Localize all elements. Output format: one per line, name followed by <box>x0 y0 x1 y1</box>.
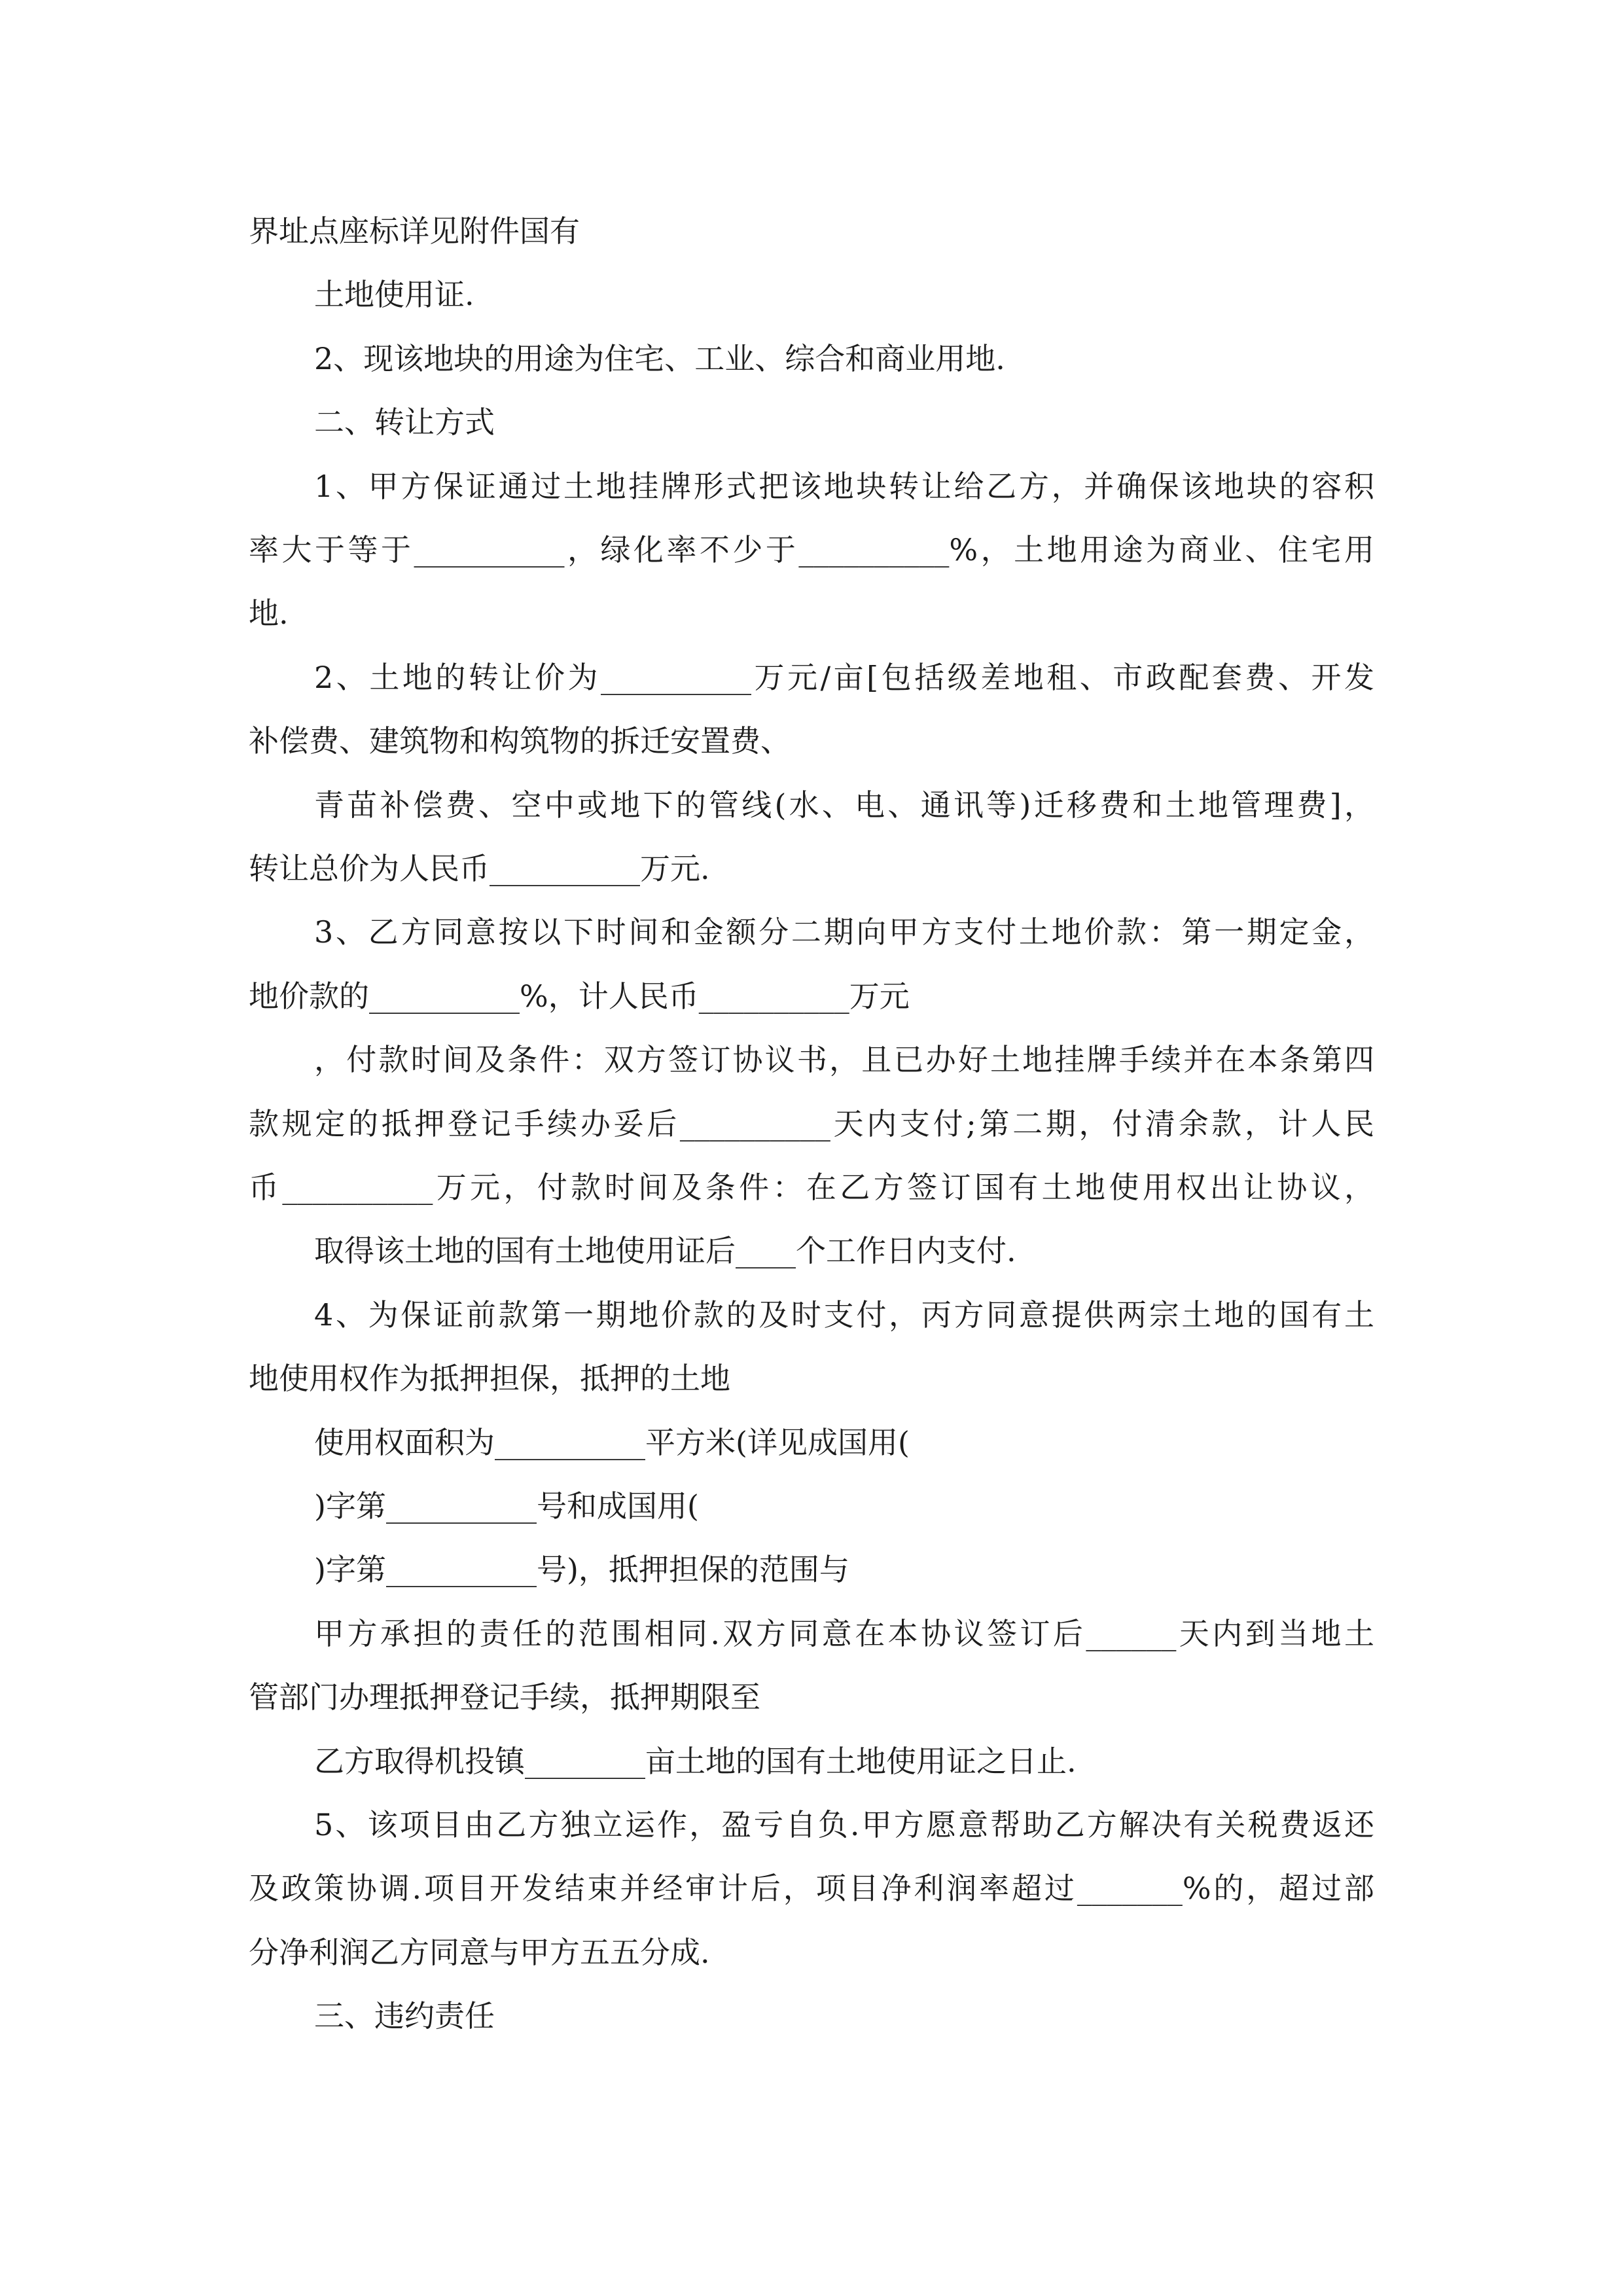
text-line: 补偿费、建筑物和构筑物的拆迁安置费、 <box>249 723 791 759</box>
text-line: 界址点座标详见附件国有 <box>249 213 580 249</box>
text-line: 1、甲方保证通过土地挂牌形式把该地块转让给乙方，并确保该地块的容积 <box>314 469 1374 504</box>
text-line: 乙方取得机投镇________亩土地的国有土地使用证之日止. <box>314 1744 1077 1779</box>
text-line: 款规定的抵押登记手续办妥后__________天内支付;第二期，付清余款，计人民 <box>249 1106 1374 1141</box>
text-line: 地使用权作为抵押担保，抵押的土地 <box>249 1361 730 1396</box>
section-heading: 三、违约责任 <box>314 1998 495 2034</box>
text-line: 使用权面积为__________平方米(详见成国用( <box>314 1425 910 1460</box>
text-line: 甲方承担的责任的范围相同.双方同意在本协议签订后______天内到当地土 <box>314 1616 1374 1651</box>
text-line: 3、乙方同意按以下时间和金额分二期向甲方支付土地价款：第一期定金， <box>314 914 1374 950</box>
text-line: 率大于等于__________，绿化率不少于__________%，土地用途为商业、住宅用 <box>249 532 1374 567</box>
text-line: 2、现该地块的用途为住宅、工业、综合和商业用地. <box>314 341 1005 376</box>
text-line: 5、该项目由乙方独立运作，盈亏自负.甲方愿意帮助乙方解决有关税费返还 <box>314 1807 1374 1842</box>
text-line: )字第__________号)，抵押担保的范围与 <box>314 1552 849 1587</box>
text-line: 管部门办理抵押登记手续，抵押期限至 <box>249 1679 760 1715</box>
text-line: 分净利润乙方同意与甲方五五分成. <box>249 1935 710 1970</box>
text-line: )字第__________号和成国用( <box>314 1488 699 1524</box>
text-line: 转让总价为人民币__________万元. <box>249 851 710 886</box>
text-line: 土地使用证. <box>314 277 474 312</box>
text-line: ，付款时间及条件：双方签订协议书，且已办好土地挂牌手续并在本条第四 <box>314 1042 1374 1077</box>
text-line: 4、为保证前款第一期地价款的及时支付，丙方同意提供两宗土地的国有土 <box>314 1297 1374 1333</box>
text-line: 币__________万元，付款时间及条件：在乙方签订国有土地使用权出让协议， <box>249 1170 1374 1205</box>
text-line: 青苗补偿费、空中或地下的管线(水、电、通讯等)迁移费和土地管理费]， <box>314 787 1374 823</box>
text-line: 及政策协调.项目开发结束并经审计后，项目净利润率超过_______%的，超过部 <box>249 1871 1374 1906</box>
text-line: 取得该土地的国有土地使用证后____个工作日内支付. <box>314 1233 1016 1268</box>
section-heading: 二、转让方式 <box>314 404 495 440</box>
text-line: 2、土地的转让价为__________万元/亩[包括级差地租、市政配套费、开发 <box>314 660 1374 695</box>
text-line: 地. <box>249 596 289 631</box>
text-line: 地价款的__________%，计人民币__________万元 <box>249 978 910 1014</box>
